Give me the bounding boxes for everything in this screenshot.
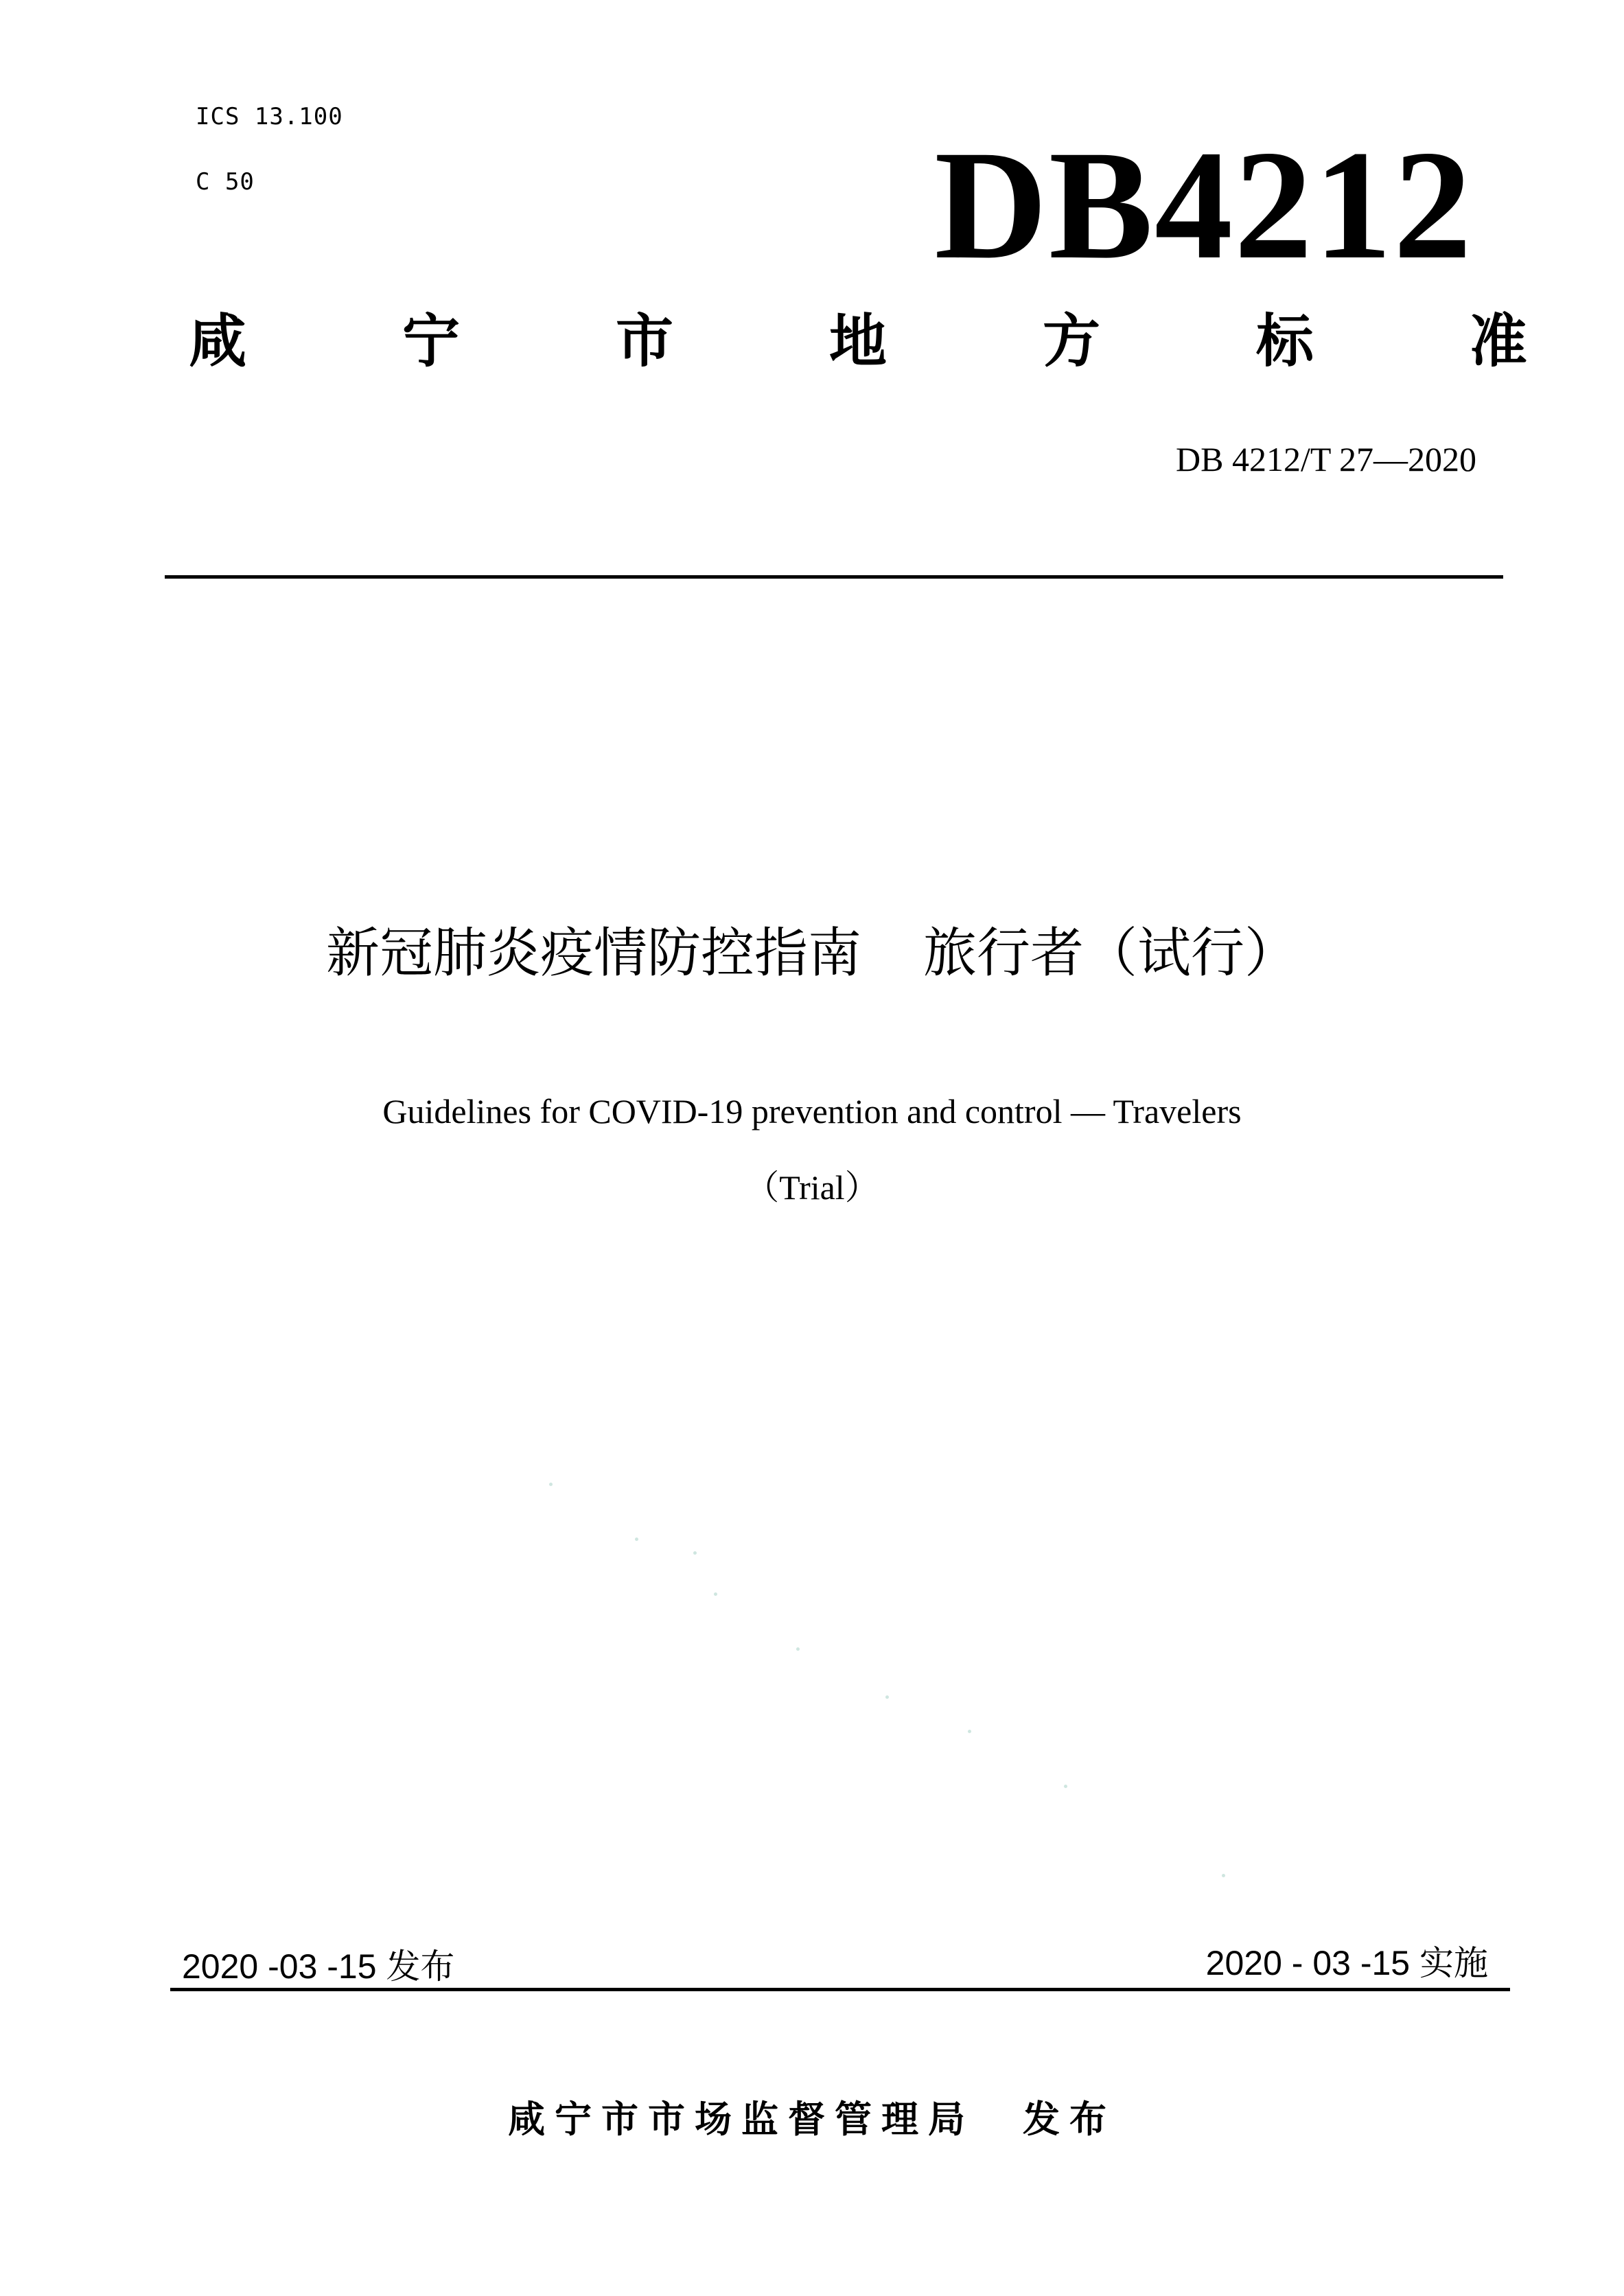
standard-type-title (189, 308, 1527, 375)
standard-title-char: 方 (1042, 308, 1100, 375)
standard-title-char: 标 (1255, 308, 1314, 375)
scan-speck (714, 1592, 717, 1596)
scan-speck (796, 1647, 800, 1651)
publisher-action: 发布 (1023, 2098, 1116, 2141)
scan-speck (693, 1551, 697, 1555)
issue-date: 2020 -03 -15 发布 (182, 1947, 455, 1986)
ccs-code: C 50 (196, 168, 255, 196)
scan-speck (1064, 1785, 1067, 1788)
publisher-name: 咸宁市市场监督管理局 (508, 2098, 975, 2141)
chinese-title-main: 新冠肺炎疫情防控指南 (325, 923, 861, 984)
scan-speck (968, 1730, 971, 1733)
scan-speck (549, 1483, 553, 1486)
standard-title-char: 地 (828, 308, 887, 375)
chinese-title-sub: 旅行者（试行） (923, 923, 1299, 984)
ics-code: ICS 13.100 (196, 103, 343, 130)
standard-number: DB 4212/T 27—2020 (1176, 440, 1476, 478)
standard-title-char: 市 (615, 308, 673, 375)
publisher-line (0, 2090, 1624, 2143)
bottom-divider (170, 1988, 1510, 1991)
chinese-title (0, 923, 1624, 984)
db-logo: DB4212 (934, 119, 1473, 292)
top-divider (165, 575, 1503, 579)
scan-speck (635, 1538, 638, 1541)
english-title: Guidelines for COVID-19 prevention and control — Travelers (382, 1092, 1242, 1130)
english-trial-label: （Trial） (745, 1168, 879, 1207)
standard-title-char: 宁 (402, 308, 460, 375)
implementation-date: 2020 - 03 -15 实施 (1205, 1944, 1488, 1982)
standard-title-char: 准 (1469, 308, 1527, 375)
standard-title-char: 咸 (189, 308, 247, 375)
scan-speck (885, 1695, 889, 1699)
scan-speck (1222, 1874, 1225, 1877)
